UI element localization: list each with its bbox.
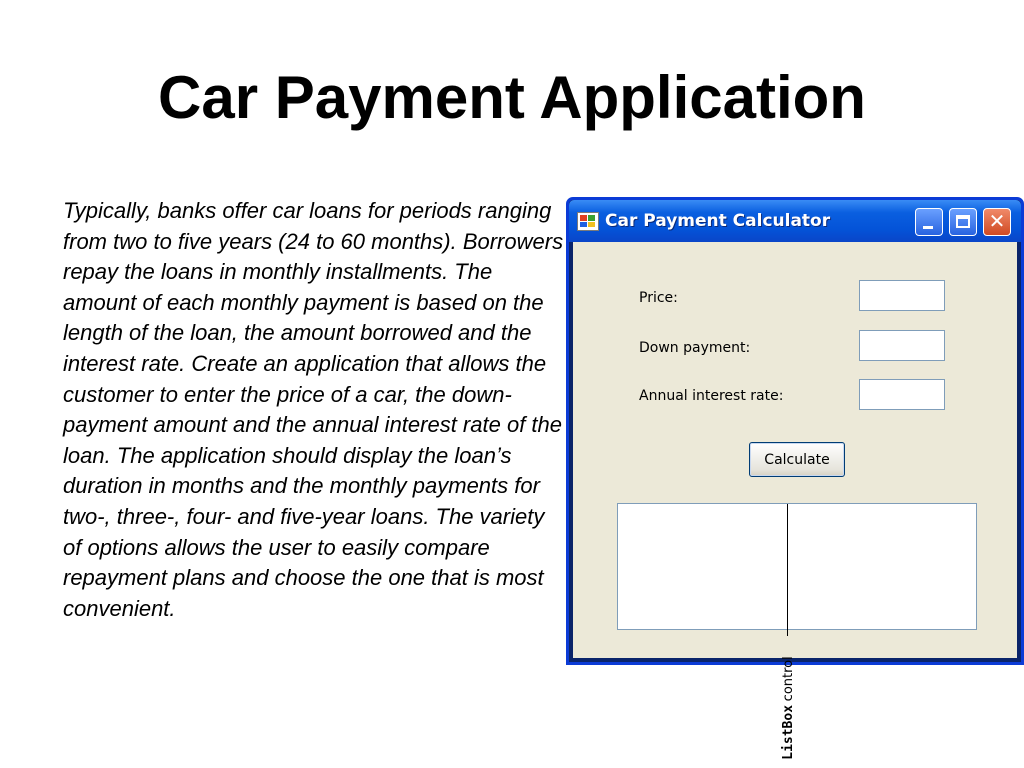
window-client-area xyxy=(573,242,1017,658)
window-titlebar[interactable] xyxy=(569,200,1021,242)
price-input[interactable] xyxy=(859,280,945,311)
minimize-icon xyxy=(923,226,933,229)
close-icon: ✕ xyxy=(988,209,1006,233)
slide-title: Car Payment Application xyxy=(158,64,866,131)
price-label: Price: xyxy=(639,290,678,306)
car-payment-window xyxy=(566,197,1024,665)
interest-rate-input[interactable] xyxy=(859,379,945,410)
window-title: Car Payment Calculator xyxy=(605,211,831,231)
maximize-button[interactable] xyxy=(949,208,977,236)
slide-body-text: Typically, banks offer car loans for periods ranging from two to five years (24 to 60 months). Borrowers repay the loans in monthly installments. The amount of each monthly payment is based on the length of the loan, the amount borrowed and the interest rate. Create an application that allows the customer to enter the price of a car, the down-payment amount and the annual interest rate of the loan. The application should display the loan’s duration in months and the monthly payments for two-, three-, four- and five-year loans. The variety of options allows the user to easily compare repayment plans and choose the one that is most convenient. xyxy=(63,198,564,621)
minimize-button[interactable] xyxy=(915,208,943,236)
callout-line xyxy=(787,504,788,636)
maximize-icon xyxy=(956,215,970,228)
calculate-button[interactable]: Calculate xyxy=(749,442,845,477)
application-icon[interactable] xyxy=(577,212,599,231)
down-payment-label: Down payment: xyxy=(639,340,751,356)
down-payment-input[interactable] xyxy=(859,330,945,361)
callout-control-name: ListBox xyxy=(781,704,796,760)
listbox-callout xyxy=(781,648,795,768)
close-button[interactable] xyxy=(983,208,1011,236)
interest-rate-label: Annual interest rate: xyxy=(639,388,784,404)
callout-control-word: control xyxy=(781,656,796,702)
payments-listbox[interactable] xyxy=(617,503,977,630)
